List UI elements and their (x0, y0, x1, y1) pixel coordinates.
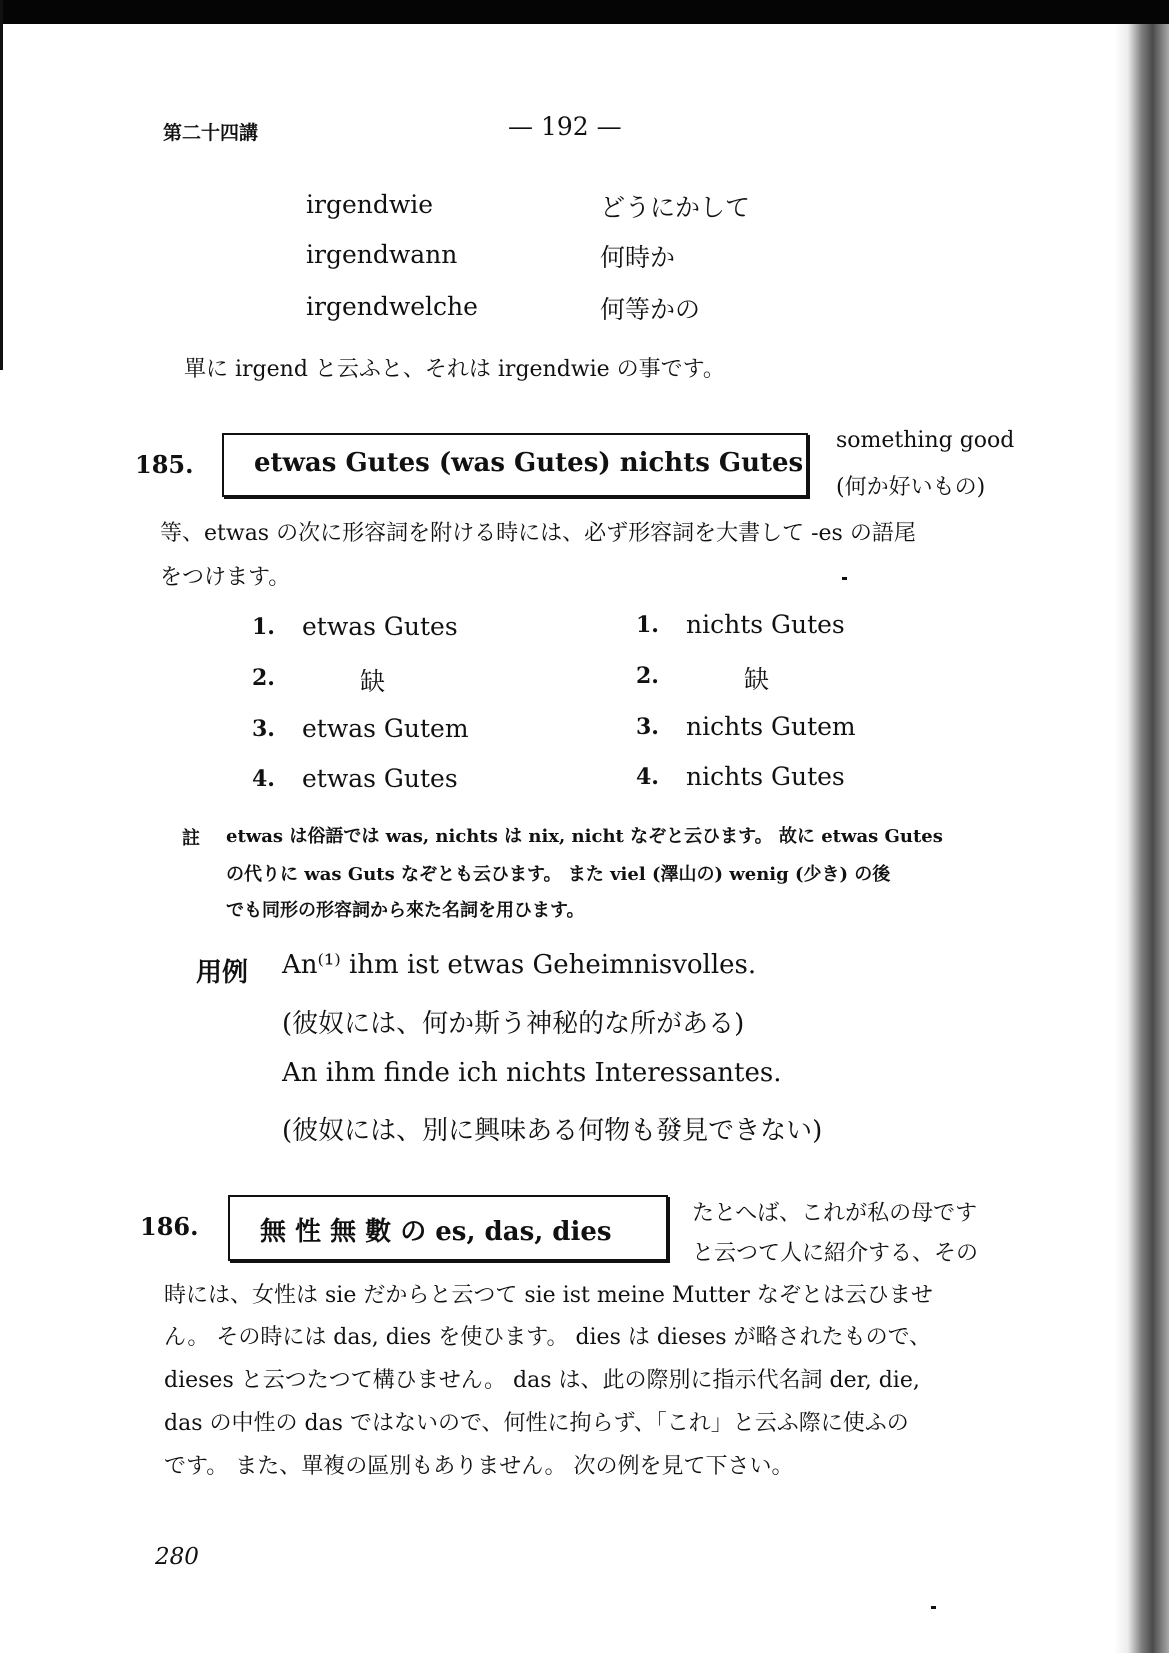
note-line-3: でも同形の形容詞から來た名詞を用ひます。 (226, 900, 585, 921)
section-186-line-1: 時には、女性は sie だからと云つて sie ist meine Mutter なぞとは云ひませ (164, 1283, 933, 1308)
decl-right-num-4: 4. (636, 764, 659, 790)
scan-top-border (0, 0, 1169, 24)
example-2-de: An ihm finde ich nichts Interessantes. (282, 1058, 782, 1088)
decl-right-num-2: 2. (636, 663, 659, 689)
folio-number: 280 (155, 1544, 199, 1570)
irgend-note: 單に irgend と云ふと、それは irgendwie の事です。 (184, 357, 725, 382)
decl-left-num-4: 4. (252, 766, 275, 792)
section-185-side-jp: (何か好いもの) (836, 475, 986, 500)
section-185-para-1: 等、etwas の次に形容詞を附ける時には、必ず形容詞を大書して -es の語尾 (160, 521, 916, 546)
decl-left-word-3: etwas Gutem (302, 714, 469, 743)
section-186-line-2: ん。 その時には das, dies を使ひます。 dies は dieses が略されたもので、 (164, 1325, 932, 1350)
example-label: 用例 (196, 958, 249, 988)
section-185-title: etwas Gutes (was Gutes) nichts Gutes (254, 448, 804, 478)
section-186-side-2: と云つて人に紹介する、その (692, 1241, 979, 1266)
decl-right-num-3: 3. (636, 714, 659, 740)
section-185-title-box (222, 433, 808, 497)
decl-left-word-4: etwas Gutes (302, 764, 458, 793)
decl-right-word-1: nichts Gutes (686, 610, 845, 639)
note-label: 註 (182, 828, 200, 849)
section-185-para-2: をつけます。 (160, 565, 291, 590)
decl-right-word-4: nichts Gutes (686, 762, 845, 791)
ink-speck (931, 1606, 936, 1609)
note-line-2: の代りに was Guts なぞとも云ひます。 また viel (澤山の) wenig (少き) の後 (226, 864, 891, 885)
section-185-number: 185. (135, 450, 194, 479)
decl-right-word-2: 缺 (744, 665, 770, 694)
decl-left-word-1: etwas Gutes (302, 612, 458, 641)
scan-left-edge (0, 0, 3, 370)
vocab-jp-2: 何時か (600, 243, 676, 272)
vocab-de-1: irgendwie (306, 190, 434, 219)
example-1-de: An⁽¹⁾ ihm ist etwas Geheimnisvolles. (282, 950, 757, 980)
page-number: — 192 — (508, 112, 622, 141)
example-1-jp: (彼奴には、何か斯う神秘的な所がある) (282, 1009, 745, 1039)
section-186-title: 無 性 無 數 の es, das, dies (260, 1217, 612, 1247)
scan-right-edge-shadow (1114, 24, 1169, 1653)
section-186-line-3: dieses と云つたつて構ひません。 das は、此の際別に指示代名詞 der, die, (164, 1368, 920, 1393)
decl-left-word-2: 缺 (360, 667, 386, 696)
section-186-side-1: たとへば、これが私の母です (692, 1201, 978, 1226)
section-186-title-box (228, 1195, 668, 1261)
vocab-jp-1: どうにかして (600, 193, 751, 222)
decl-right-num-1: 1. (636, 612, 659, 638)
note-line-1: etwas は俗語では was, nichts は nix, nicht なぞと云ひます。 故に etwas Gutes (226, 826, 943, 847)
vocab-de-3: irgendwelche (306, 292, 478, 321)
section-185-side-en: something good (836, 428, 1015, 453)
decl-left-num-1: 1. (252, 614, 275, 640)
decl-right-word-3: nichts Gutem (686, 712, 856, 741)
section-186-line-5: です。 また、單複の區別もありません。 次の例を見て下さい。 (164, 1454, 794, 1479)
vocab-de-2: irgendwann (306, 240, 458, 269)
section-186-number: 186. (140, 1212, 199, 1241)
decl-left-num-3: 3. (252, 716, 275, 742)
decl-left-num-2: 2. (252, 665, 275, 691)
example-2-jp: (彼奴には、別に興味ある何物も發見できない) (282, 1116, 823, 1146)
vocab-jp-3: 何等かの (600, 295, 701, 324)
chapter-heading: 第二十四講 (163, 122, 259, 144)
section-186-line-4: das の中性の das ではないので、何性に拘らず、「これ」と云ふ際に使ふの (164, 1411, 909, 1436)
ink-speck (842, 577, 847, 580)
